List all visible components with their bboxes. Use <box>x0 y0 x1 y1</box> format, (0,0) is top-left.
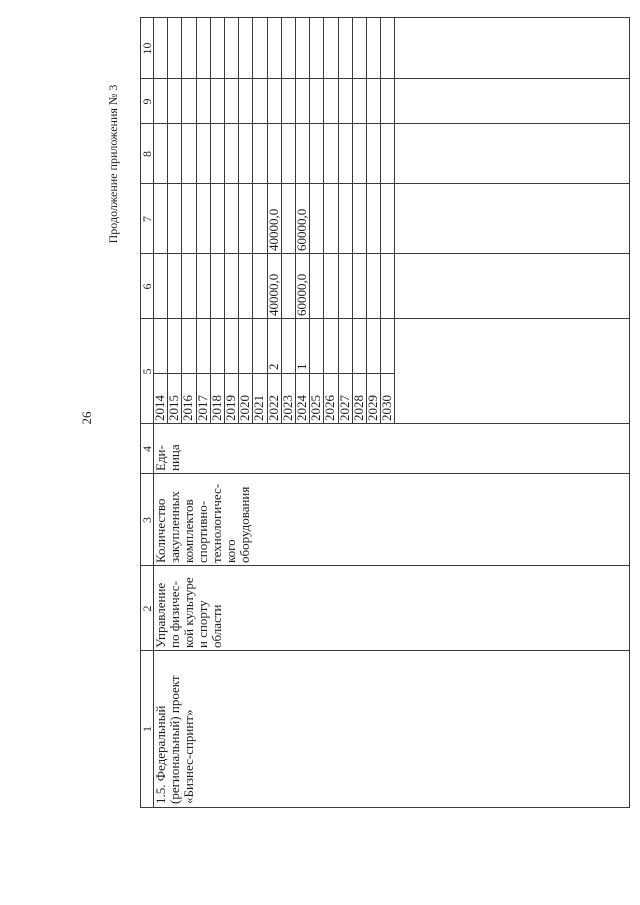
row-divider <box>181 18 182 424</box>
year-cell: 2021 <box>251 395 267 421</box>
column-divider <box>141 183 629 184</box>
row-divider <box>252 18 253 424</box>
row-divider <box>323 18 324 424</box>
project-name-line: «Бизнес-спринт» <box>181 709 196 804</box>
indicator-name-line: спортивно- <box>195 500 210 563</box>
responsible-executor-line: области <box>209 604 224 648</box>
value-cell: 60000,0 <box>294 208 309 251</box>
value-cell: 60000,0 <box>294 273 309 316</box>
indicator-name-line: Количество <box>153 498 168 563</box>
project-name-line: 1.5. Федеральный <box>153 705 168 804</box>
year-cell: 2020 <box>237 395 253 421</box>
unit-of-measure-line: Еди- <box>153 445 168 471</box>
row-divider <box>210 18 211 424</box>
column-divider <box>141 650 629 651</box>
year-cell: 2023 <box>279 395 295 421</box>
column-number-header: 3 <box>140 517 154 523</box>
responsible-executor-line: и спорту <box>195 600 210 648</box>
row-divider <box>309 18 310 424</box>
column-divider <box>141 318 629 319</box>
row-divider <box>338 18 339 424</box>
year-cell: 2019 <box>223 395 238 421</box>
row-divider <box>380 18 381 424</box>
year-cell: 2029 <box>365 395 380 421</box>
year-cell: 2016 <box>180 395 196 421</box>
column-number-header: 2 <box>140 605 154 612</box>
year-cell: 2022 <box>265 395 281 421</box>
project-name-line: (региональный) проект <box>167 675 182 804</box>
row-divider <box>167 18 168 424</box>
value-cell: 40000,0 <box>265 273 281 316</box>
column-divider <box>141 253 629 254</box>
year-cell: 2028 <box>350 395 366 421</box>
row-divider <box>352 18 353 424</box>
value-cell: 2 <box>265 363 281 370</box>
column-divider <box>141 423 629 424</box>
value-cell: 1 <box>294 363 309 370</box>
responsible-executor-line: кой культуре <box>181 577 196 648</box>
row-divider <box>281 18 282 424</box>
indicator-name-line: закупленных <box>167 491 182 563</box>
page-number: 26 <box>79 411 94 425</box>
row-divider <box>238 18 239 424</box>
indicator-name-line: комплектов <box>181 499 196 563</box>
year-cell: 2014 <box>152 395 167 421</box>
year-value-divider <box>153 373 394 374</box>
row-divider <box>224 18 225 424</box>
column-number-header: 7 <box>140 216 154 222</box>
year-cell: 2015 <box>166 395 182 421</box>
year-cell: 2024 <box>294 395 309 421</box>
column-number-header: 8 <box>140 151 154 157</box>
appendix-table <box>140 17 630 808</box>
year-cell: 2025 <box>308 395 324 421</box>
column-divider <box>141 565 629 566</box>
year-cell: 2030 <box>379 395 395 421</box>
column-divider <box>141 78 629 79</box>
column-divider <box>141 123 629 124</box>
year-cell: 2018 <box>208 395 224 421</box>
year-cell: 2027 <box>336 395 352 421</box>
year-cell: 2017 <box>194 395 210 421</box>
row-divider <box>366 18 367 424</box>
column-divider <box>141 473 629 474</box>
column-number-header: 9 <box>140 98 154 105</box>
indicator-name-line: кого <box>223 539 238 563</box>
column-number-header: 1 <box>140 726 154 732</box>
appendix-continuation-note: Продолжение приложения № 3 <box>106 84 120 244</box>
year-cell: 2026 <box>322 395 338 421</box>
column-number-header: 10 <box>140 42 154 55</box>
responsible-executor-line: по физичес- <box>167 581 182 648</box>
indicator-name-line: технологичес- <box>209 483 224 563</box>
column-number-header: 6 <box>140 283 154 290</box>
responsible-executor-line: Управление <box>153 582 168 648</box>
column-number-header: 5 <box>140 368 154 375</box>
unit-of-measure-line: ница <box>167 444 182 471</box>
column-number-header: 4 <box>140 446 154 452</box>
indicator-name-line: оборудования <box>237 486 252 563</box>
value-cell: 40000,0 <box>265 208 281 251</box>
row-divider <box>196 18 197 424</box>
row-divider <box>394 18 395 424</box>
